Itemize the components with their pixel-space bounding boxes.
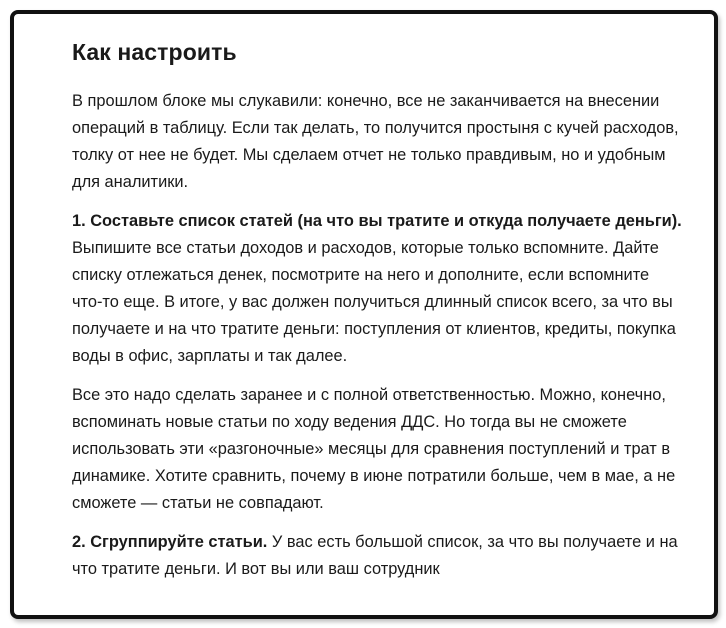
- step-2-title: 2. Сгруппируйте статьи.: [72, 533, 268, 551]
- article-frame: [10, 10, 718, 619]
- step-2-text: У вас есть большой список, за что вы получаете и на что тратите деньги. И вот вы или ваш сотрудник: [72, 533, 678, 578]
- step-2-paragraph: [72, 529, 682, 583]
- article-content: [72, 36, 682, 595]
- note-paragraph: Все это надо сделать заранее и с полной ответственностью. Можно, конечно, вспоминать новые статьи по ходу ведения ДДС. Но тогда вы не сможете использовать эти «разгоночные» месяцы для сравнения поступлений и трат в динамике. Хотите сравнить, почему в июне потратили больше, чем в мае, а не сможете — статьи не совпадают.: [72, 386, 676, 512]
- step-1-title: 1. Составьте список статей (на что вы тратите и откуда получаете деньги).: [72, 212, 682, 230]
- intro-paragraph: В прошлом блоке мы слукавили: конечно, все не заканчивается на внесении операций в таблицу. Если так делать, то получится простыня с кучей расходов, толку от нее не будет. Мы сделаем отчет не только правдивым, но и удобным для аналитики.: [72, 92, 679, 191]
- article-heading: Как настроить: [72, 39, 237, 65]
- step-1-paragraph: [72, 208, 682, 370]
- step-1-text: Выпишите все статьи доходов и расходов, которые только вспомните. Дайте списку отлежаться денек, посмотрите на него и дополните, если вспомните что-то еще. В итоге, у вас должен получиться длинный список всего, за что вы получаете и на что тратите деньги: поступления от клиентов, кредиты, покупка воды в офис, зарплаты и так далее.: [72, 239, 676, 365]
